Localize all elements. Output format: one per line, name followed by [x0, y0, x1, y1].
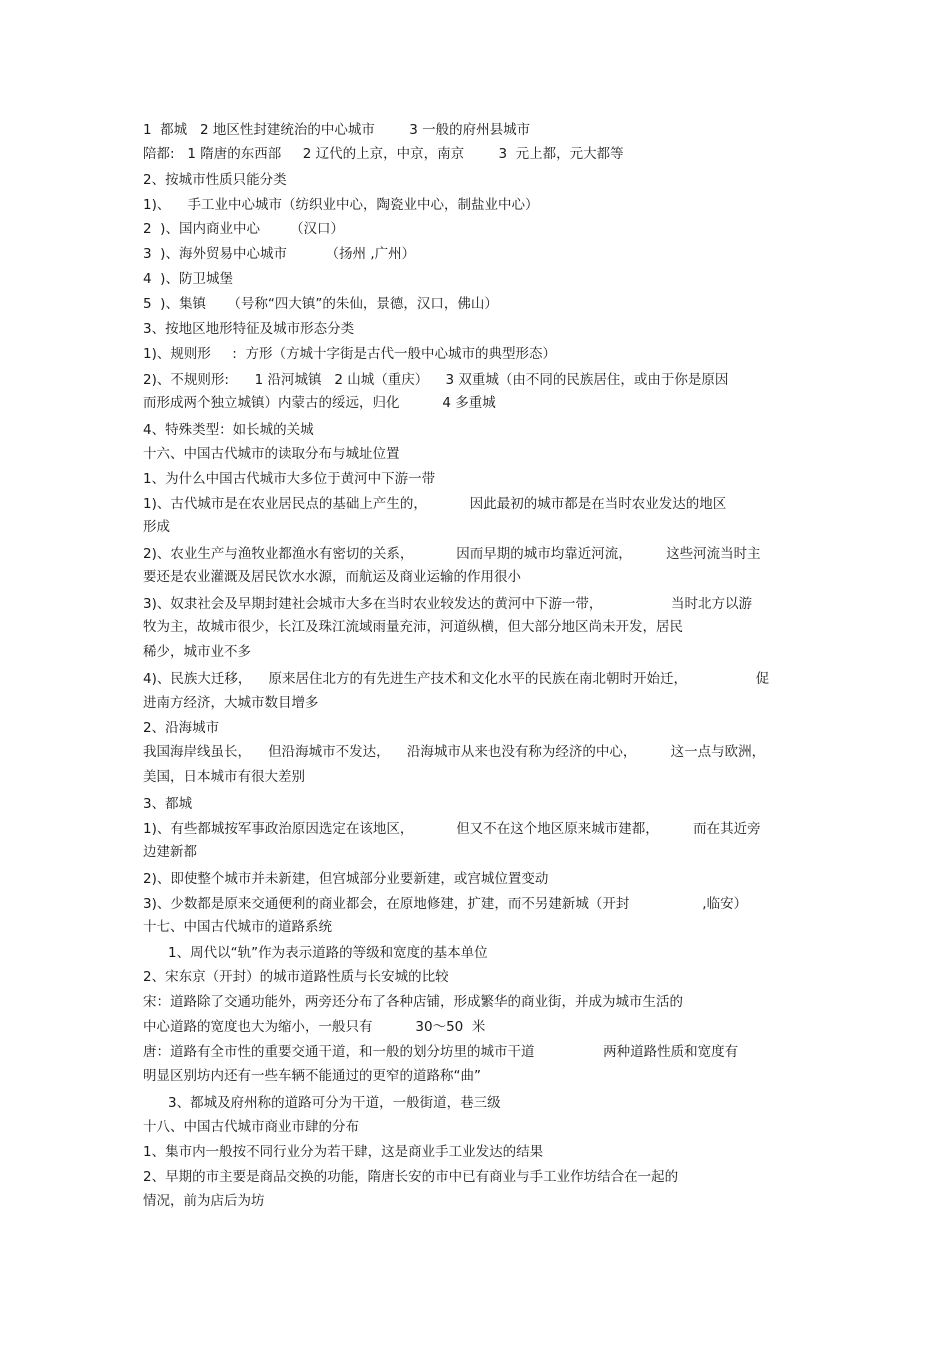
text-line: 进南方经济，大城市数目增多 — [143, 695, 319, 711]
text-line: 3 )、海外贸易中心城市 （扬州 ,广州） — [143, 246, 416, 262]
text-line: 1)、规则形 : 方形（方城十字街是古代一般中心城市的典型形态） — [143, 346, 556, 362]
text-line: 3、按地区地形特征及城市形态分类 — [143, 321, 355, 337]
text-line: 十八、中国古代城市商业市肆的分布 — [143, 1119, 359, 1135]
text-line: 稀少，城市业不多 — [143, 644, 251, 660]
text-line: 3)、奴隶社会及早期封建社会城市大多在当时农业较发达的黄河中下游一带， 当时北方以游 — [143, 596, 753, 612]
text-line: 2)、不规则形: 1 沿河城镇 2 山城（重庆） 3 双重城（由不同的民族居住，或由于你是原因 — [143, 372, 729, 388]
text-line: 3)、少数都是原来交通便利的商业都会，在原地修建，扩建，而不另建新城（开封 ,临安） — [143, 896, 748, 912]
text-line: 4 )、防卫城堡 — [143, 271, 233, 287]
text-line: 中心道路的宽度也大为缩小，一般只有 30～50 米 — [143, 1019, 486, 1035]
text-line: 4、特殊类型：如长城的关城 — [143, 422, 314, 438]
text-line: 5 )、集镇 （号称“四大镇”的朱仙，景德，汉口，佛山） — [143, 296, 498, 312]
text-line: 2、沿海城市 — [143, 720, 220, 736]
text-line: 明显区别坊内还有一些车辆不能通过的更窄的道路称“曲” — [143, 1068, 481, 1084]
text-line: 十六、中国古代城市的读取分布与城址位置 — [143, 446, 400, 462]
text-line: 1、为什么中国古代城市大多位于黄河中下游一带 — [143, 471, 436, 487]
text-line: 边建新都 — [143, 844, 197, 860]
text-line: 1)、 手工业中心城市（纺织业中心，陶瓷业中心，制盐业中心） — [143, 197, 539, 213]
text-line: 牧为主，故城市很少，长江及珠江流域雨量充沛，河道纵横，但大部分地区尚未开发，居民 — [143, 619, 683, 635]
text-line: 2、按城市性质只能分类 — [143, 172, 287, 188]
text-line: 2 )、国内商业中心 （汉口） — [143, 221, 344, 237]
text-line: 唐：道路有全市性的重要交通干道，和一般的划分坊里的城市干道 两种道路性质和宽度有 — [143, 1044, 739, 1060]
text-line: 1 都城 2 地区性封建统治的中心城市 3 一般的府州县城市 — [143, 122, 531, 138]
text-line: 陪都: 1 隋唐的东西部 2 辽代的上京，中京，南京 3 元上都，元大都等 — [143, 146, 624, 162]
text-line: 2、宋东京（开封）的城市道路性质与长安城的比较 — [143, 969, 449, 985]
text-line: 3、都城 — [143, 796, 193, 812]
text-line: 宋：道路除了交通功能外，两旁还分布了各种店铺，形成繁华的商业街，并成为城市生活的 — [143, 994, 683, 1010]
text-line: 形成 — [143, 519, 170, 535]
text-line: 3、都城及府州称的道路可分为干道，一般街道，巷三级 — [168, 1095, 501, 1111]
text-line: 4)、民族大迁移， 原来居住北方的有先进生产技术和文化水平的民族在南北朝时开始迁， 促 — [143, 671, 770, 687]
text-line: 1)、古代城市是在农业居民点的基础上产生的， 因此最初的城市都是在当时农业发达的地区 — [143, 496, 727, 512]
text-line: 1、集市内一般按不同行业分为若干肆，这是商业手工业发达的结果 — [143, 1144, 544, 1160]
text-line: 2)、即使整个城市并未新建，但宫城部分业要新建，或宫城位置变动 — [143, 871, 549, 887]
text-line: 2)、农业生产与渔牧业都渔水有密切的关系， 因而早期的城市均靠近河流， 这些河流当时主 — [143, 546, 761, 562]
text-line: 2、早期的市主要是商品交换的功能，隋唐长安的市中已有商业与手工业作坊结合在一起的 — [143, 1169, 679, 1185]
text-line: 1、周代以“轨”作为表示道路的等级和宽度的基本单位 — [168, 945, 488, 961]
text-line: 而形成两个独立城镇）内蒙古的绥远，归化 4 多重城 — [143, 395, 496, 411]
text-line: 我国海岸线虽长， 但沿海城市不发达， 沿海城市从来也没有称为经济的中心， 这一点与欧洲， — [143, 744, 766, 760]
text-line: 1)、有些都城按军事政治原因选定在该地区， 但又不在这个地区原来城市建都， 而在其近旁 — [143, 821, 761, 837]
text-line: 十七、中国古代城市的道路系统 — [143, 919, 332, 935]
text-line: 要还是农业灌溉及居民饮水水源，而航运及商业运输的作用很小 — [143, 569, 521, 585]
text-line: 情况，前为店后为坊 — [143, 1193, 265, 1209]
text-line: 美国，日本城市有很大差别 — [143, 769, 305, 785]
